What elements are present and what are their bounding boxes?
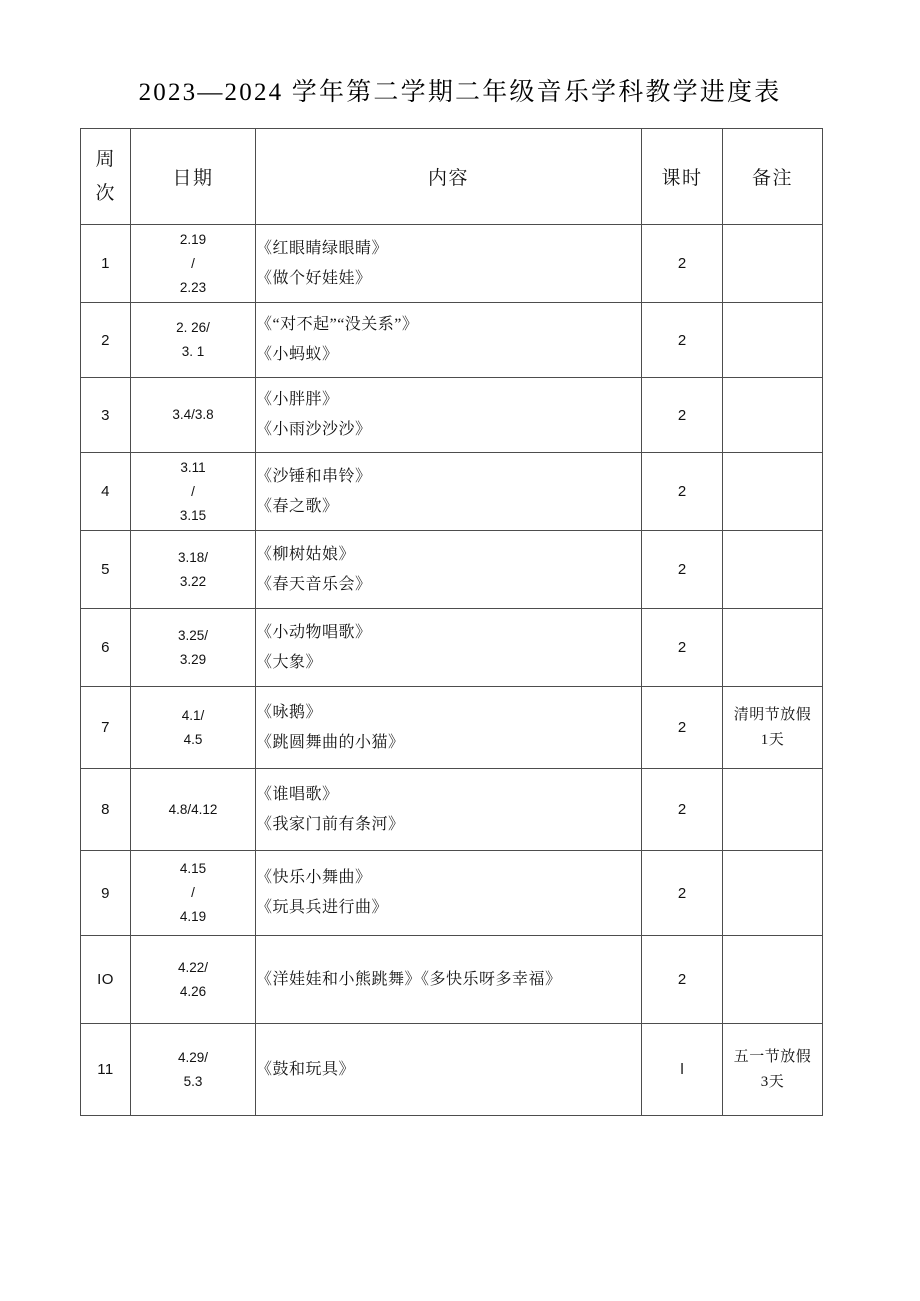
lesson-title: 《大象》 bbox=[256, 653, 323, 671]
cell-lesson-content bbox=[256, 851, 642, 936]
table-row bbox=[81, 936, 823, 1024]
table-row bbox=[81, 609, 823, 687]
date-line: / bbox=[191, 885, 195, 900]
date-line: / bbox=[191, 255, 195, 271]
cell-date-range bbox=[131, 936, 256, 1024]
lesson-title: 《柳树姑娘》 bbox=[256, 545, 356, 563]
cell-date-range bbox=[131, 453, 256, 531]
remark-line: 清明节放假 bbox=[733, 706, 812, 723]
date-line: 2.23 bbox=[179, 279, 207, 295]
table-row bbox=[81, 769, 823, 851]
remark-line: 1天 bbox=[760, 731, 785, 748]
cell-lesson-content bbox=[256, 936, 642, 1024]
date-line: 4.29/ bbox=[177, 1049, 209, 1065]
cell-remark bbox=[723, 687, 823, 769]
column-header-week-line1: 周 bbox=[95, 148, 116, 170]
cell-remark bbox=[723, 453, 823, 531]
cell-remark bbox=[723, 1024, 823, 1116]
cell-date-range bbox=[131, 687, 256, 769]
cell-period-count: 2 bbox=[642, 936, 723, 1024]
column-header-date: 日期 bbox=[131, 129, 256, 225]
date-line: 4.26 bbox=[179, 983, 207, 999]
date-line: 4.1/ bbox=[181, 707, 205, 723]
cell-week-number: 7 bbox=[81, 687, 131, 769]
cell-period-count: 2 bbox=[642, 609, 723, 687]
cell-date-range bbox=[131, 531, 256, 609]
cell-date-range bbox=[131, 378, 256, 453]
cell-period-count: 2 bbox=[642, 769, 723, 851]
cell-remark bbox=[723, 769, 823, 851]
date-line: 2. 26/ bbox=[176, 320, 210, 335]
teaching-schedule-table bbox=[80, 128, 823, 1116]
cell-remark bbox=[723, 531, 823, 609]
cell-remark bbox=[723, 936, 823, 1024]
cell-period-count: 2 bbox=[642, 303, 723, 378]
date-line: 4.8/4.12 bbox=[168, 801, 218, 817]
cell-week-number: IO bbox=[81, 936, 131, 1024]
remark-line: 3天 bbox=[760, 1073, 785, 1090]
lesson-title: 《沙锤和串铃》 bbox=[256, 467, 372, 485]
date-line: / bbox=[191, 483, 195, 499]
date-line: 3.4/3.8 bbox=[172, 407, 214, 422]
date-line: 3.22 bbox=[179, 573, 207, 589]
lesson-title: 《红眼睛绿眼睛》 bbox=[256, 239, 389, 257]
cell-date-range bbox=[131, 1024, 256, 1116]
cell-week-number: 5 bbox=[81, 531, 131, 609]
date-line: 2.19 bbox=[179, 231, 207, 247]
cell-lesson-content bbox=[256, 303, 642, 378]
table-row bbox=[81, 303, 823, 378]
lesson-title: 《洋娃娃和小熊跳舞》《多快乐呀多幸福》 bbox=[256, 970, 562, 988]
lesson-title: 《鼓和玩具》 bbox=[256, 1060, 356, 1078]
date-line: 3.15 bbox=[179, 507, 207, 523]
cell-remark bbox=[723, 378, 823, 453]
date-line: 4.15 bbox=[179, 861, 207, 876]
cell-date-range bbox=[131, 225, 256, 303]
cell-week-number: 6 bbox=[81, 609, 131, 687]
table-row bbox=[81, 453, 823, 531]
cell-period-count: 2 bbox=[642, 687, 723, 769]
lesson-title: 《小动物唱歌》 bbox=[256, 623, 372, 641]
cell-week-number: 4 bbox=[81, 453, 131, 531]
lesson-title: 《小蚂蚁》 bbox=[256, 346, 339, 363]
table-body bbox=[81, 225, 823, 1116]
cell-lesson-content bbox=[256, 378, 642, 453]
cell-remark bbox=[723, 225, 823, 303]
cell-date-range bbox=[131, 769, 256, 851]
cell-period-count: 2 bbox=[642, 378, 723, 453]
date-line: 4.5 bbox=[183, 731, 203, 747]
lesson-title: 《快乐小舞曲》 bbox=[256, 869, 372, 886]
table-row bbox=[81, 1024, 823, 1116]
date-line: 5.3 bbox=[183, 1073, 203, 1089]
cell-date-range bbox=[131, 851, 256, 936]
table-row bbox=[81, 378, 823, 453]
table-row bbox=[81, 225, 823, 303]
column-header-remark: 备注 bbox=[723, 129, 823, 225]
table-row bbox=[81, 851, 823, 936]
table-row bbox=[81, 687, 823, 769]
date-line: 3. 1 bbox=[181, 344, 205, 359]
cell-lesson-content bbox=[256, 687, 642, 769]
column-header-content: 内容 bbox=[256, 129, 642, 225]
column-header-week bbox=[81, 129, 131, 225]
cell-period-count: 2 bbox=[642, 531, 723, 609]
lesson-title: 《春天音乐会》 bbox=[256, 575, 372, 593]
cell-date-range bbox=[131, 609, 256, 687]
lesson-title: 《谁唱歌》 bbox=[256, 785, 339, 803]
date-line: 3.11 bbox=[180, 459, 206, 475]
lesson-title: 《“对不起”“没关系”》 bbox=[256, 316, 419, 333]
lesson-title: 《跳圆舞曲的小猫》 bbox=[256, 733, 405, 751]
cell-remark bbox=[723, 609, 823, 687]
cell-week-number: 9 bbox=[81, 851, 131, 936]
column-header-week-line2: 次 bbox=[95, 182, 116, 204]
cell-lesson-content bbox=[256, 609, 642, 687]
cell-date-range bbox=[131, 303, 256, 378]
remark-line: 五一节放假 bbox=[733, 1048, 812, 1065]
column-header-period: 课时 bbox=[642, 129, 723, 225]
cell-lesson-content bbox=[256, 769, 642, 851]
cell-lesson-content bbox=[256, 1024, 642, 1116]
lesson-title: 《小胖胖》 bbox=[256, 391, 339, 408]
lesson-title: 《玩具兵进行曲》 bbox=[256, 899, 389, 916]
lesson-title: 《做个好娃娃》 bbox=[256, 269, 372, 287]
cell-lesson-content bbox=[256, 453, 642, 531]
cell-lesson-content bbox=[256, 531, 642, 609]
table-row bbox=[81, 531, 823, 609]
page-title: 2023—2024 学年第二学期二年级音乐学科教学进度表 bbox=[138, 79, 782, 106]
cell-period-count: 2 bbox=[642, 225, 723, 303]
cell-period-count: 2 bbox=[642, 453, 723, 531]
date-line: 3.25/ bbox=[177, 627, 209, 643]
lesson-title: 《咏鹅》 bbox=[256, 703, 323, 721]
cell-week-number: 11 bbox=[81, 1024, 131, 1116]
cell-week-number: 8 bbox=[81, 769, 131, 851]
date-line: 4.19 bbox=[179, 909, 207, 924]
cell-week-number: 2 bbox=[81, 303, 131, 378]
cell-lesson-content bbox=[256, 225, 642, 303]
date-line: 4.22/ bbox=[177, 959, 209, 975]
cell-remark bbox=[723, 303, 823, 378]
table-header-row bbox=[81, 129, 823, 225]
lesson-title: 《我家门前有条河》 bbox=[256, 815, 405, 833]
lesson-title: 《小雨沙沙沙》 bbox=[256, 421, 372, 438]
cell-period-count: l bbox=[642, 1024, 723, 1116]
cell-period-count: 2 bbox=[642, 851, 723, 936]
lesson-title: 《春之歌》 bbox=[256, 497, 339, 515]
cell-week-number: 1 bbox=[81, 225, 131, 303]
date-line: 3.29 bbox=[179, 651, 207, 667]
date-line: 3.18/ bbox=[177, 549, 209, 565]
cell-remark bbox=[723, 851, 823, 936]
cell-week-number: 3 bbox=[81, 378, 131, 453]
